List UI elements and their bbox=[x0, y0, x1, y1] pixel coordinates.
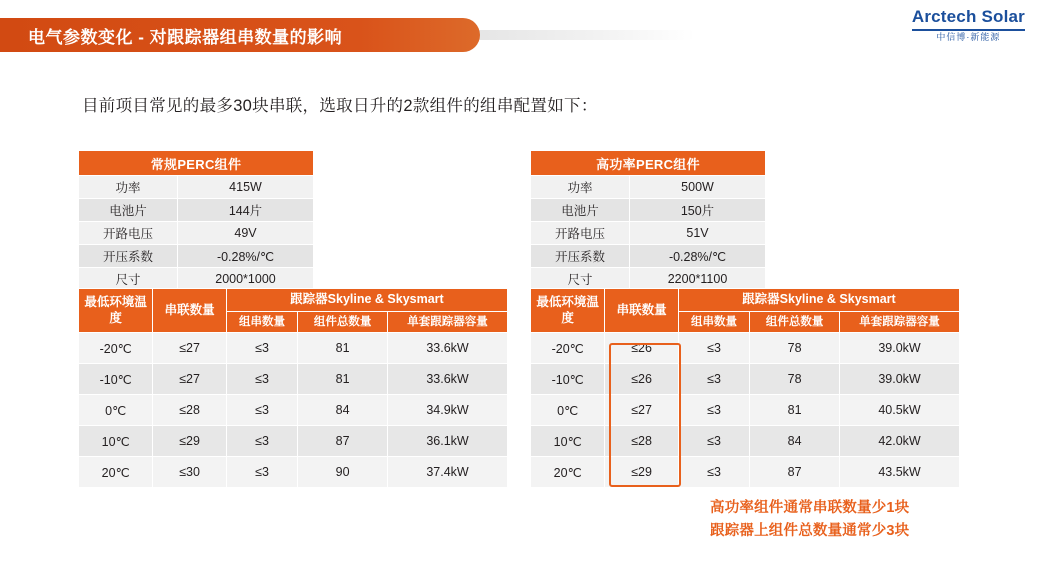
table-row bbox=[531, 176, 766, 199]
spec-value: 150片 bbox=[630, 199, 766, 222]
title-tail-decoration bbox=[455, 30, 695, 40]
col-header-module-total: 组件总数量 bbox=[750, 311, 840, 332]
table-row bbox=[79, 364, 508, 395]
cell-capacity: 33.6kW bbox=[388, 333, 508, 364]
cell-strings: ≤3 bbox=[678, 333, 749, 364]
cell-capacity: 34.9kW bbox=[388, 395, 508, 426]
slide-header bbox=[0, 0, 1039, 62]
cell-total: 81 bbox=[750, 395, 840, 426]
cell-strings: ≤3 bbox=[678, 457, 749, 488]
spec-key: 尺寸 bbox=[79, 268, 178, 291]
col-header-series-count: 串联数量 bbox=[605, 289, 679, 333]
cell-capacity: 37.4kW bbox=[388, 457, 508, 488]
cell-temperature: 20℃ bbox=[79, 457, 153, 488]
spec-key: 功率 bbox=[531, 176, 630, 199]
spec-table-standard bbox=[78, 150, 314, 291]
table-row bbox=[531, 199, 766, 222]
cell-series: ≤27 bbox=[605, 395, 679, 426]
cell-capacity: 43.5kW bbox=[840, 457, 960, 488]
cell-capacity: 39.0kW bbox=[840, 333, 960, 364]
cell-total: 81 bbox=[298, 364, 388, 395]
spec-value: 2200*1100 bbox=[630, 268, 766, 291]
cell-temperature: -20℃ bbox=[531, 333, 605, 364]
spec-key: 开路电压 bbox=[531, 222, 630, 245]
cell-strings: ≤3 bbox=[226, 457, 297, 488]
cell-temperature: 10℃ bbox=[79, 426, 153, 457]
cell-temperature: -10℃ bbox=[79, 364, 153, 395]
spec-value: 49V bbox=[178, 222, 314, 245]
table-row bbox=[79, 199, 314, 222]
col-header-module-total: 组件总数量 bbox=[298, 311, 388, 332]
intro-paragraph: 目前项目常见的最多30块串联，选取日升的2款组件的组串配置如下： bbox=[82, 97, 598, 115]
cell-total: 78 bbox=[750, 333, 840, 364]
cell-strings: ≤3 bbox=[226, 395, 297, 426]
col-header-capacity: 单套跟踪器容量 bbox=[388, 311, 508, 332]
table-row bbox=[531, 245, 766, 268]
spec-key: 功率 bbox=[79, 176, 178, 199]
table-row bbox=[531, 364, 960, 395]
cell-temperature: 20℃ bbox=[531, 457, 605, 488]
cell-total: 84 bbox=[298, 395, 388, 426]
cell-series: ≤26 bbox=[605, 364, 679, 395]
spec-value: 415W bbox=[178, 176, 314, 199]
spec-table-high-power bbox=[530, 150, 766, 291]
cell-total: 84 bbox=[750, 426, 840, 457]
cell-series: ≤27 bbox=[153, 364, 227, 395]
spec-table-title: 高功率PERC组件 bbox=[531, 151, 766, 176]
cell-total: 87 bbox=[750, 457, 840, 488]
spec-key: 电池片 bbox=[79, 199, 178, 222]
cell-series: ≤28 bbox=[605, 426, 679, 457]
table-row bbox=[79, 245, 314, 268]
cell-capacity: 40.5kW bbox=[840, 395, 960, 426]
spec-value: 2000*1000 bbox=[178, 268, 314, 291]
cell-capacity: 33.6kW bbox=[388, 364, 508, 395]
logo-divider bbox=[912, 29, 1025, 31]
config-matrix-high-power bbox=[530, 288, 960, 488]
table-row bbox=[79, 457, 508, 488]
cell-series: ≤30 bbox=[153, 457, 227, 488]
cell-temperature: 0℃ bbox=[79, 395, 153, 426]
cell-strings: ≤3 bbox=[678, 395, 749, 426]
cell-capacity: 39.0kW bbox=[840, 364, 960, 395]
spec-value: -0.28%/℃ bbox=[178, 245, 314, 268]
cell-series: ≤29 bbox=[153, 426, 227, 457]
spec-value: 144片 bbox=[178, 199, 314, 222]
col-header-tracker: 跟踪器Skyline & Skysmart bbox=[226, 289, 507, 312]
table-row bbox=[79, 333, 508, 364]
spec-key: 尺寸 bbox=[531, 268, 630, 291]
col-header-capacity: 单套跟踪器容量 bbox=[840, 311, 960, 332]
cell-series: ≤29 bbox=[605, 457, 679, 488]
spec-value: 51V bbox=[630, 222, 766, 245]
table-row bbox=[531, 222, 766, 245]
table-row bbox=[531, 457, 960, 488]
table-row bbox=[531, 426, 960, 457]
cell-total: 78 bbox=[750, 364, 840, 395]
cell-strings: ≤3 bbox=[678, 364, 749, 395]
conclusion-note bbox=[710, 497, 909, 543]
note-line-1: 高功率组件通常串联数量少1块 bbox=[710, 500, 910, 516]
note-line-2: 跟踪器上组件总数量通常少3块 bbox=[710, 523, 910, 540]
cell-total: 81 bbox=[298, 333, 388, 364]
col-header-temperature: 最低环境温度 bbox=[79, 289, 153, 333]
table-row bbox=[531, 333, 960, 364]
table-row bbox=[79, 176, 314, 199]
col-header-series-count: 串联数量 bbox=[153, 289, 227, 333]
table-row bbox=[79, 395, 508, 426]
spec-value: -0.28%/℃ bbox=[630, 245, 766, 268]
spec-key: 开路电压 bbox=[79, 222, 178, 245]
slide-title-banner bbox=[0, 18, 480, 52]
company-logo bbox=[912, 8, 1025, 43]
col-header-temperature: 最低环境温度 bbox=[531, 289, 605, 333]
col-header-tracker: 跟踪器Skyline & Skysmart bbox=[678, 289, 959, 312]
cell-temperature: 10℃ bbox=[531, 426, 605, 457]
table-row bbox=[79, 222, 314, 245]
config-matrix-standard bbox=[78, 288, 508, 488]
spec-key: 开压系数 bbox=[79, 245, 178, 268]
table-row bbox=[79, 426, 508, 457]
col-header-string-count: 组串数量 bbox=[226, 311, 297, 332]
table-row bbox=[531, 395, 960, 426]
logo-main-text: Arctech Solar bbox=[911, 7, 1025, 26]
spec-table-title: 常规PERC组件 bbox=[79, 151, 314, 176]
cell-total: 87 bbox=[298, 426, 388, 457]
cell-temperature: -20℃ bbox=[79, 333, 153, 364]
spec-value: 500W bbox=[630, 176, 766, 199]
cell-capacity: 42.0kW bbox=[840, 426, 960, 457]
cell-series: ≤27 bbox=[153, 333, 227, 364]
spec-key: 开压系数 bbox=[531, 245, 630, 268]
logo-sub-text: 中信博·新能源 bbox=[936, 31, 1001, 42]
cell-temperature: -10℃ bbox=[531, 364, 605, 395]
col-header-string-count: 组串数量 bbox=[678, 311, 749, 332]
cell-strings: ≤3 bbox=[226, 333, 297, 364]
cell-strings: ≤3 bbox=[226, 426, 297, 457]
cell-total: 90 bbox=[298, 457, 388, 488]
cell-temperature: 0℃ bbox=[531, 395, 605, 426]
page-title: 电气参数变化 - 对跟踪器组串数量的影响 bbox=[28, 27, 343, 47]
cell-strings: ≤3 bbox=[226, 364, 297, 395]
cell-strings: ≤3 bbox=[678, 426, 749, 457]
spec-key: 电池片 bbox=[531, 199, 630, 222]
cell-capacity: 36.1kW bbox=[388, 426, 508, 457]
cell-series: ≤28 bbox=[153, 395, 227, 426]
cell-series: ≤26 bbox=[605, 333, 679, 364]
